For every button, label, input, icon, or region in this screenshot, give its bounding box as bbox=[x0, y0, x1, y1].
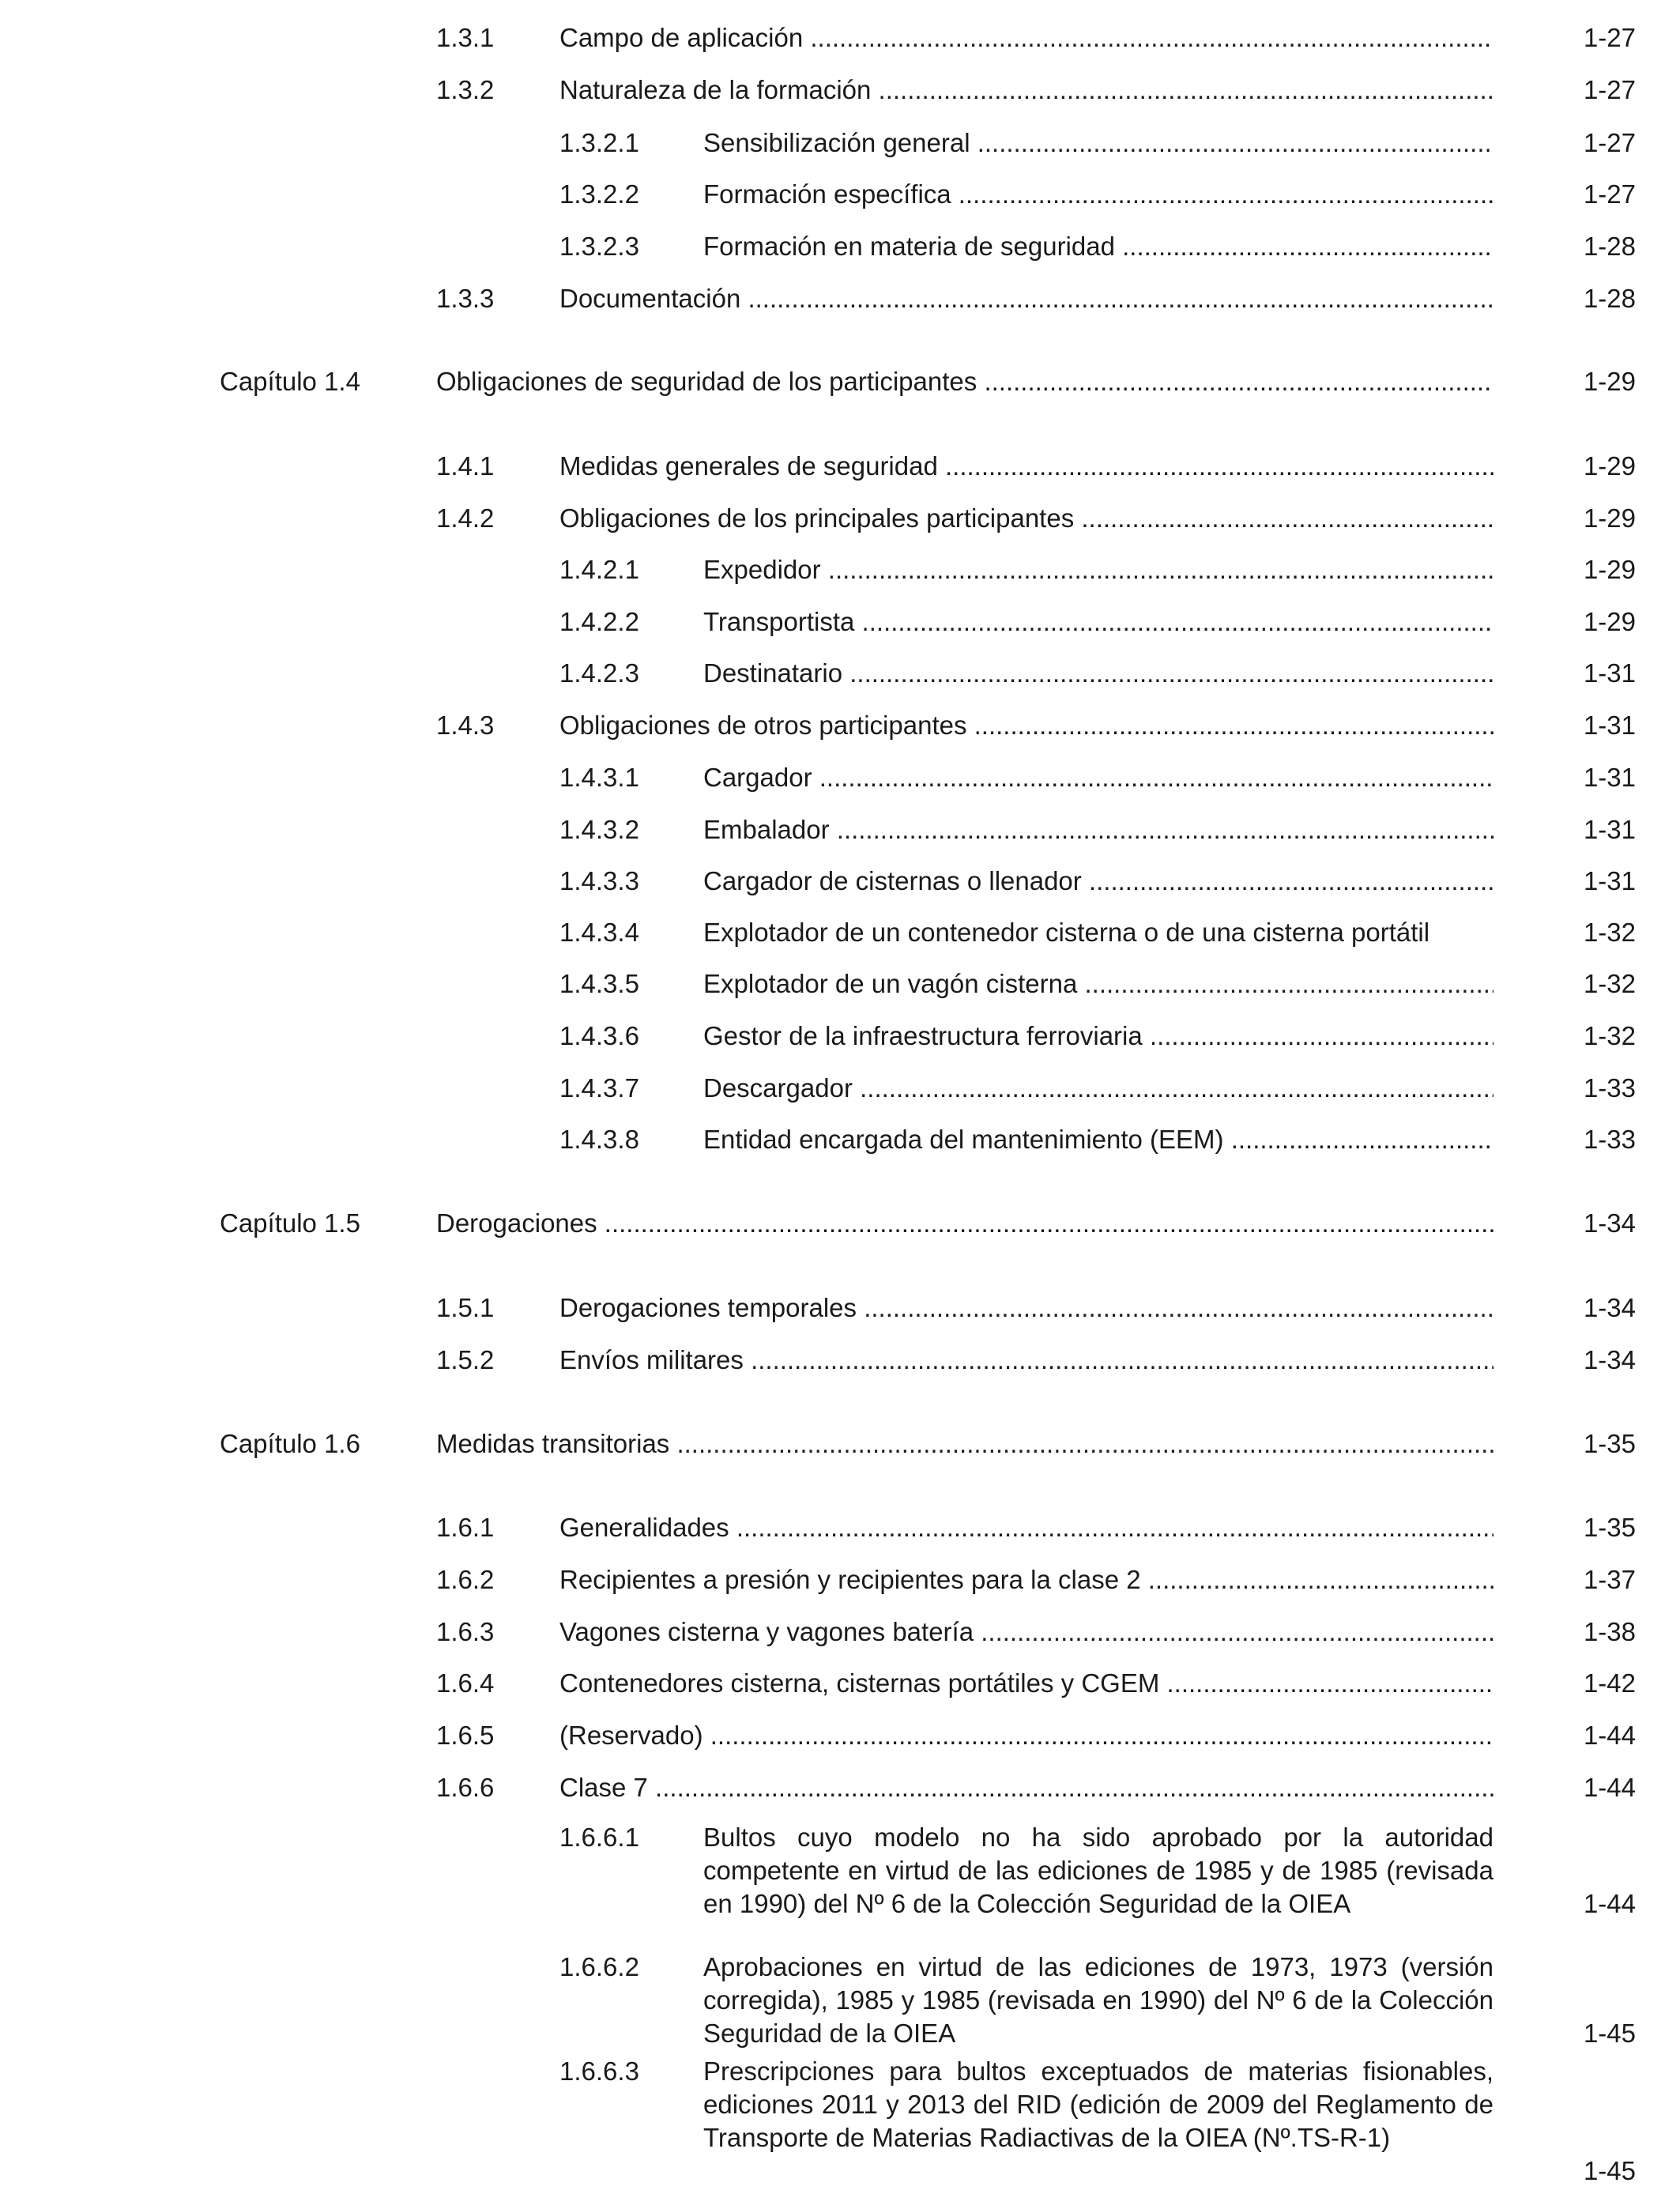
toc-entry-number: 1.4.3.1 bbox=[559, 763, 639, 792]
toc-entry-page: 1-44 bbox=[1583, 1721, 1636, 1750]
toc-chapter-number: Capítulo 1.6 bbox=[220, 1429, 360, 1458]
toc-entry-title: (Reservado) ..... bbox=[559, 1719, 1494, 1752]
toc-entry[interactable] bbox=[0, 1951, 1680, 2050]
toc-entry-title: Descargador ..... bbox=[703, 1072, 1494, 1105]
toc-entry-number: 1.4.3.7 bbox=[559, 1073, 639, 1103]
toc-entry-title: Formación en materia de seguridad ..... bbox=[703, 230, 1494, 263]
toc-entry-title: Explotador de un contenedor cisterna o de una cisterna portátil bbox=[703, 918, 1430, 947]
toc-entry-page: 1-29 bbox=[1583, 367, 1636, 396]
toc-entry-title: Transportista ..... bbox=[703, 605, 1494, 639]
toc-entry-page: 1-29 bbox=[1583, 555, 1636, 584]
toc-entry-title: Medidas generales de seguridad ..... bbox=[559, 450, 1494, 483]
toc-entry-title: Vagones cisterna y vagones batería ..... bbox=[559, 1615, 1494, 1649]
toc-entry-title: Medidas transitorias ..... bbox=[436, 1427, 1494, 1461]
toc-entry-number: 1.6.3 bbox=[436, 1617, 495, 1646]
toc-entry-number: 1.6.2 bbox=[436, 1565, 495, 1594]
toc-entry-number: 1.4.3.6 bbox=[559, 1021, 639, 1050]
toc-entry-page: 1-31 bbox=[1583, 763, 1636, 792]
toc-entry-number: 1.4.2 bbox=[436, 503, 495, 533]
toc-entry-title: Explotador de un vagón cisterna ..... bbox=[703, 967, 1494, 1001]
toc-entry-title: Entidad encargada del mantenimiento (EEM) ..... bbox=[703, 1123, 1494, 1156]
toc-entry-page: 1-32 bbox=[1583, 918, 1636, 947]
toc-entry-number: 1.4.3 bbox=[436, 711, 495, 740]
toc-entry-title: Obligaciones de otros participantes ..... bbox=[559, 709, 1494, 742]
toc-entry-title: Campo de aplicación ..... bbox=[559, 21, 1494, 55]
toc-entry-number: 1.6.6.3 bbox=[559, 2056, 639, 2086]
toc-entry-title: Contenedores cisterna, cisternas portátiles y CGEM ..... bbox=[559, 1667, 1494, 1700]
toc-entry[interactable] bbox=[0, 1821, 1680, 1921]
toc-entry-title: Bultos cuyo modelo no ha sido aprobado por la autoridad competente en virtud de las ediciones de 1985 y de 1985 (revisada en 1990) del Nº 6 de la Colección Seguridad de la OIEA bbox=[703, 1823, 1494, 1918]
toc-entry-page: 1-35 bbox=[1583, 1513, 1636, 1542]
toc-chapter-number: Capítulo 1.5 bbox=[220, 1208, 360, 1238]
toc-entry-number: 1.6.6 bbox=[436, 1773, 495, 1802]
toc-entry-page: 1-34 bbox=[1583, 1345, 1636, 1374]
toc-entry-page: 1-27 bbox=[1583, 23, 1636, 52]
toc-entry-page: 1-44 bbox=[1583, 1889, 1636, 1918]
toc-entry-page: 1-37 bbox=[1583, 1565, 1636, 1594]
toc-entry-number: 1.3.3 bbox=[436, 284, 495, 313]
toc-entry-title: Naturaleza de la formación ..... bbox=[559, 74, 1494, 107]
toc-entry-number: 1.6.1 bbox=[436, 1513, 495, 1542]
toc-entry-number: 1.3.2 bbox=[436, 75, 495, 104]
toc-entry-title: Obligaciones de seguridad de los participantes ..... bbox=[436, 365, 1494, 398]
toc-entry-number: 1.3.1 bbox=[436, 23, 495, 52]
toc-entry-page: 1-27 bbox=[1583, 75, 1636, 104]
toc-entry-page: 1-31 bbox=[1583, 711, 1636, 740]
toc-entry-title: Derogaciones ..... bbox=[436, 1207, 1494, 1240]
toc-entry-page: 1-27 bbox=[1583, 179, 1636, 209]
toc-entry-title: Documentación ..... bbox=[559, 282, 1494, 315]
toc-entry-number: 1.4.3.5 bbox=[559, 969, 639, 998]
toc-entry-number: 1.4.3.3 bbox=[559, 866, 639, 895]
toc-entry-page: 1-31 bbox=[1583, 866, 1636, 895]
toc-entry-number: 1.6.6.2 bbox=[559, 1952, 639, 1981]
toc-entry-number: 1.5.2 bbox=[436, 1345, 495, 1374]
toc-entry-title: Envíos militares ..... bbox=[559, 1344, 1494, 1377]
toc-entry-number: 1.4.3.4 bbox=[559, 918, 639, 947]
toc-entry-title: Generalidades ..... bbox=[559, 1511, 1494, 1544]
toc-entry-page: 1-29 bbox=[1583, 503, 1636, 533]
toc-entry-page: 1-32 bbox=[1583, 969, 1636, 998]
toc-chapter-number: Capítulo 1.4 bbox=[220, 367, 360, 396]
toc-entry-page: 1-33 bbox=[1583, 1073, 1636, 1103]
toc-entry-title: Aprobaciones en virtud de las ediciones de 1973, 1973 (versión corregida), 1985 y 1985 (revisada en 1990) del Nº 6 de la Colección Seguridad de la OIEA bbox=[703, 1952, 1494, 2048]
toc-entry-page: 1-42 bbox=[1583, 1668, 1636, 1698]
toc-entry-page: 1-35 bbox=[1583, 1429, 1636, 1458]
toc-entry-title: Gestor de la infraestructura ferroviaria ..... bbox=[703, 1020, 1494, 1053]
toc-entry-title: Destinatario ..... bbox=[703, 657, 1494, 690]
toc-entry-page: 1-44 bbox=[1583, 1773, 1636, 1802]
toc-entry-title: Cargador ..... bbox=[703, 761, 1494, 794]
toc-entry-title: Formación específica ..... bbox=[703, 178, 1494, 211]
toc-entry-page: 1-33 bbox=[1583, 1125, 1636, 1154]
toc-entry-number: 1.4.2.3 bbox=[559, 658, 639, 688]
toc-entry-number: 1.5.1 bbox=[436, 1293, 495, 1322]
toc-entry-page: 1-31 bbox=[1583, 815, 1636, 844]
toc-entry-page: 1-34 bbox=[1583, 1208, 1636, 1238]
toc-entry-number: 1.3.2.1 bbox=[559, 128, 639, 157]
toc-entry-page: 1-28 bbox=[1583, 232, 1636, 261]
toc-entry-number: 1.4.2.1 bbox=[559, 555, 639, 584]
toc-entry-title: Embalador ..... bbox=[703, 813, 1494, 846]
toc-entry-page: 1-34 bbox=[1583, 1293, 1636, 1322]
toc-entry-number: 1.3.2.2 bbox=[559, 179, 639, 209]
toc-entry-number: 1.4.3.2 bbox=[559, 815, 639, 844]
toc-entry-number: 1.6.6.1 bbox=[559, 1823, 639, 1852]
toc-entry[interactable] bbox=[0, 2055, 1680, 2188]
toc-entry-page: 1-32 bbox=[1583, 1021, 1636, 1050]
toc-entry-title: Cargador de cisternas o llenador ..... bbox=[703, 865, 1494, 898]
toc-entry-page: 1-28 bbox=[1583, 284, 1636, 313]
toc-entry-title: Obligaciones de los principales participantes ..... bbox=[559, 502, 1494, 535]
toc-entry-number: 1.4.1 bbox=[436, 451, 495, 481]
toc-entry-number: 1.6.5 bbox=[436, 1721, 495, 1750]
toc-entry-page: 1-38 bbox=[1583, 1617, 1636, 1646]
toc-entry-number: 1.6.4 bbox=[436, 1668, 495, 1698]
toc-entry-title: Prescripciones para bultos exceptuados de materias fisionables, ediciones 2011 y 2013 del RID (edición de 2009 del Reglamento de Transporte de Materias Radiactivas de la OIEA (Nº.TS-R-1) bbox=[703, 2056, 1494, 2152]
toc-entry-number: 1.4.2.2 bbox=[559, 607, 639, 636]
toc-entry-page: 1-45 bbox=[1583, 2019, 1636, 2048]
toc-entry-title: Derogaciones temporales ..... bbox=[559, 1291, 1494, 1325]
toc-entry-number: 1.4.3.8 bbox=[559, 1125, 639, 1154]
toc-entry-number: 1.3.2.3 bbox=[559, 232, 639, 261]
toc-entry-title: Recipientes a presión y recipientes para la clase 2 ..... bbox=[559, 1563, 1494, 1596]
toc-entry-page: 1-27 bbox=[1583, 128, 1636, 157]
toc-entry-title: Sensibilización general ..... bbox=[703, 126, 1494, 160]
toc-entry-page: 1-31 bbox=[1583, 658, 1636, 688]
toc-entry-page: 1-29 bbox=[1583, 607, 1636, 636]
toc-entry-page: 1-45 bbox=[1583, 2156, 1636, 2185]
toc-entry-page: 1-29 bbox=[1583, 451, 1636, 481]
toc-entry-title: Clase 7 ..... bbox=[559, 1771, 1494, 1804]
toc-entry-title: Expedidor ..... bbox=[703, 553, 1494, 586]
